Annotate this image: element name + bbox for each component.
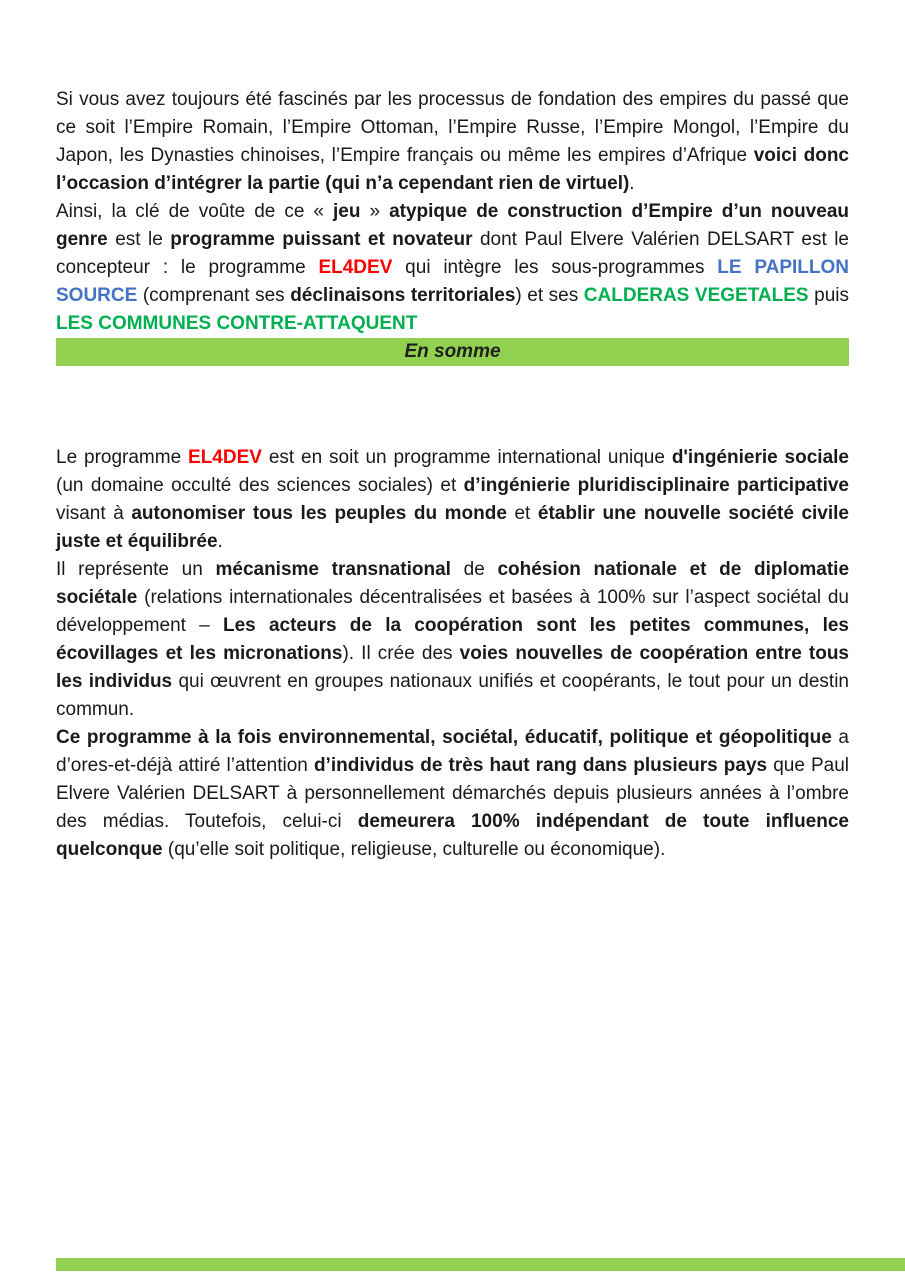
text-run: ) et ses [515, 285, 584, 306]
text-run: (un domaine occulté des sciences sociales) et [56, 475, 464, 496]
section-banner-title: En somme [404, 341, 501, 362]
text-run-emphasis: mécanisme transnational [215, 559, 451, 580]
text-run-emphasis: autonomiser tous les peuples du monde [131, 503, 507, 524]
paragraph-summary [56, 444, 849, 556]
text-run-emphasis: LE PAPILLON SOURCE [56, 257, 849, 306]
text-run: (comprenant ses [137, 285, 291, 306]
text-run-emphasis: Les acteurs de la coopération sont les petites communes, les écovillages et les micronations [56, 615, 849, 664]
text-run-emphasis: jeu [333, 201, 361, 222]
paragraph-mechanism [56, 556, 849, 724]
paragraph-keystone [56, 198, 849, 338]
paragraph-intro [56, 86, 849, 198]
text-run-emphasis: atypique de construction d’Empire d’un nouveau genre [56, 201, 849, 250]
text-run-emphasis: déclinaisons territoriales [290, 285, 516, 306]
text-run: . [217, 531, 223, 552]
text-run-emphasis: d'ingénierie sociale [671, 447, 849, 468]
text-run: de [450, 559, 498, 580]
text-run: ). Il crée des [342, 643, 460, 664]
section-banner [56, 338, 849, 366]
text-run: Ainsi, la clé de voûte de ce « [56, 201, 334, 222]
text-run: visant à [56, 503, 132, 524]
text-run: (relations internationales décentralisées et basées à 100% sur l’aspect sociétal du développement – [56, 587, 849, 636]
paragraph-attention [56, 724, 849, 864]
text-run: (qu’elle soit politique, religieuse, culturelle ou économique). [162, 839, 666, 860]
text-run: . [629, 173, 635, 194]
text-run-emphasis: d’individus de très haut rang dans plusieurs pays [313, 755, 768, 776]
text-run: Il représente un [56, 559, 216, 580]
text-run-emphasis: CALDERAS VEGETALES [583, 285, 809, 306]
text-run-emphasis: voies nouvelles de coopération entre tous les individus [56, 643, 849, 692]
text-run: dont Paul Elvere Valérien DELSART est le concepteur : le programme [56, 229, 849, 278]
text-run-emphasis: EL4DEV [188, 447, 262, 468]
text-run-emphasis: EL4DEV [318, 257, 393, 278]
text-run-emphasis: d’ingénierie pluridisciplinaire participative [463, 475, 849, 496]
text-run-emphasis: cohésion nationale et de diplomatie sociétale [56, 559, 850, 608]
text-run-emphasis: Ce programme à la fois environnemental, sociétal, éducatif, politique et géopolitique [56, 727, 832, 748]
text-run-emphasis: établir une nouvelle société civile juste et équilibrée [56, 503, 849, 552]
text-run: est en soit un programme international unique [261, 447, 672, 468]
text-run-emphasis: LES COMMUNES CONTRE-ATTAQUENT [56, 313, 418, 334]
text-run: a d’ores-et-déjà attiré l’attention [56, 727, 849, 776]
text-run: puis [808, 285, 849, 306]
text-run: » [360, 201, 390, 222]
text-run: et [506, 503, 538, 524]
text-run: Le programme [56, 447, 189, 468]
footer-green-bar [56, 1258, 905, 1271]
text-run-emphasis: programme puissant et novateur [170, 229, 473, 250]
text-run: que Paul Elvere Valérien DELSART à personnellement démarchés depuis plusieurs années à l’ombre des médias. Toutefois, celui-ci [56, 755, 849, 832]
text-run: qui intègre les sous-programmes [392, 257, 718, 278]
text-run-emphasis: demeurera 100% indépendant de toute influence quelconque [56, 811, 849, 860]
text-run-emphasis: voici donc l’occasion d’intégrer la partie (qui n’a cependant rien de virtuel) [56, 145, 849, 194]
text-run: qui œuvrent en groupes nationaux unifiés et coopérants, le tout pour un destin commun. [56, 671, 850, 720]
text-run: Si vous avez toujours été fascinés par les processus de fondation des empires du passé que ce soit l’Empire Romain, l’Empire Ottoman, l’Empire Russe, l’Empire Mongol, l’Empire du Japon, les Dynasties chinoises, l’Empire français ou même les empires d’Afrique [56, 89, 849, 166]
text-run: est le [107, 229, 171, 250]
